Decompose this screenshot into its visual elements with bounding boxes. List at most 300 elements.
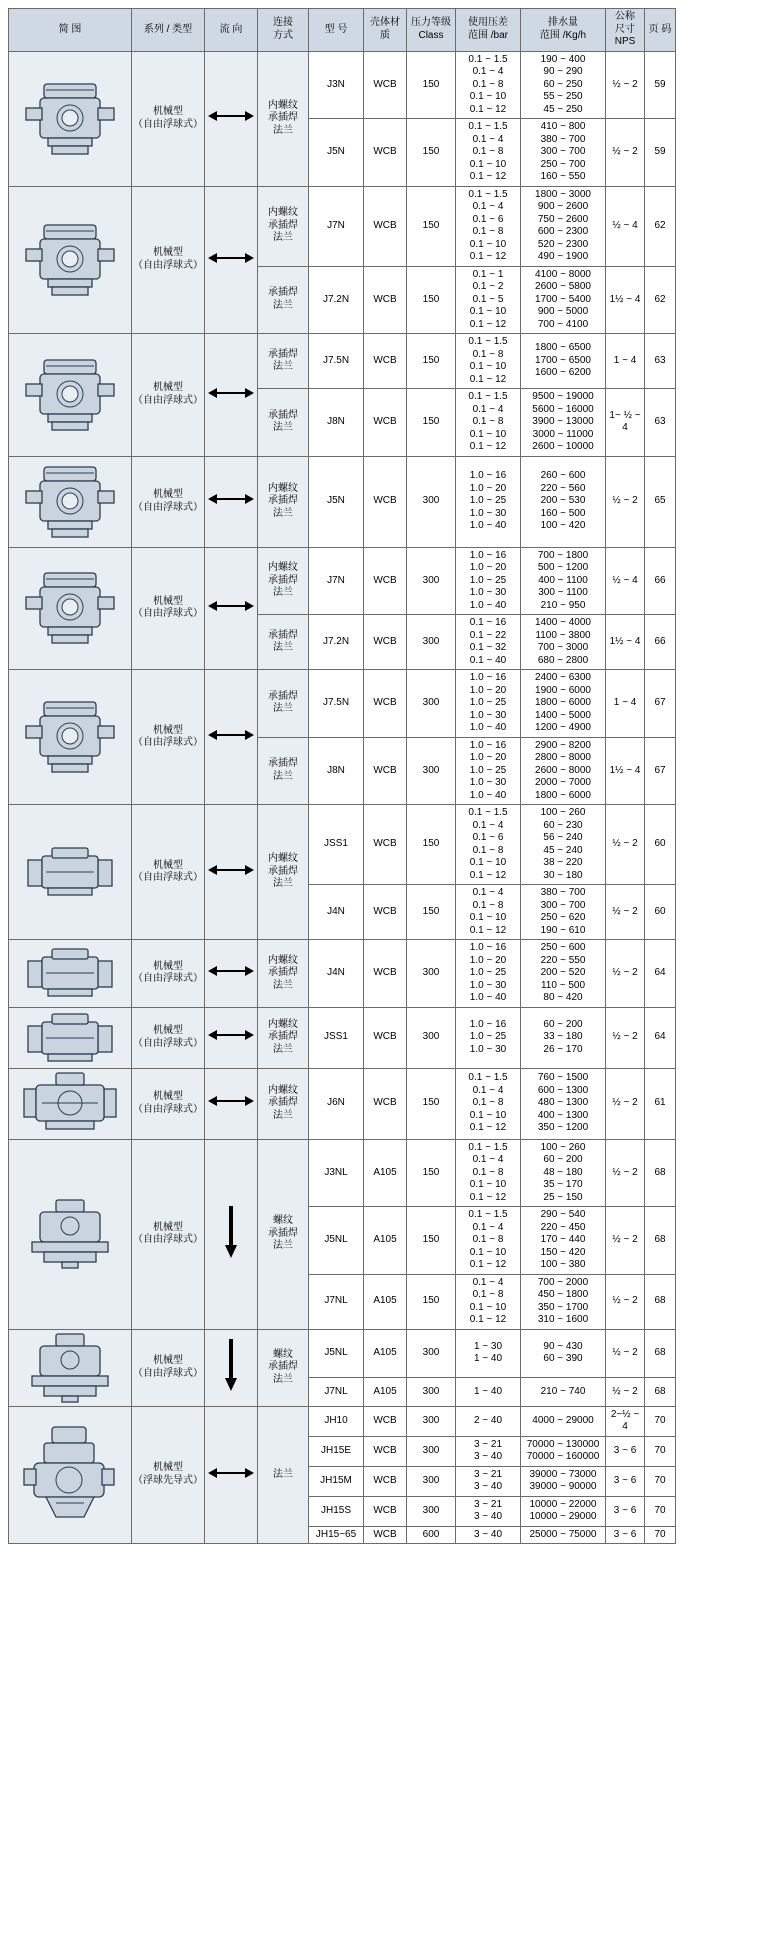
page-number-cell: 67 [645, 670, 676, 738]
connection-line: 内螺纹 [268, 1018, 298, 1030]
col-pressure [456, 9, 521, 52]
capacity-value-line: 1800 ~ 6000 [535, 697, 591, 708]
capacity-range-cell [521, 334, 606, 389]
pressure-value [457, 617, 519, 667]
capacity-value-line: 350 ~ 1700 [537, 1301, 589, 1313]
pressure-value-line: 1.0 ~ 25 [469, 764, 507, 776]
pressure-value-line: 1.0 ~ 30 [469, 507, 507, 519]
pressure-value-line: 0.1 ~ 10 [469, 1179, 507, 1190]
series-line-2: （浮球先导式） [133, 1474, 203, 1486]
capacity-value-line: 39000 ~ 90000 [529, 1481, 597, 1492]
shell-material-cell: WCB [364, 940, 407, 1008]
pressure-value-line: 0.1 ~ 4 [472, 403, 504, 415]
series-line-2: （自由浮球式） [133, 1037, 203, 1049]
pressure-value [457, 121, 519, 184]
series-line-1: 机械型 [153, 247, 183, 259]
series-line-2: （自由浮球式） [133, 118, 203, 130]
capacity-value [522, 1469, 604, 1494]
page-number-cell: 66 [645, 615, 676, 670]
capacity-range-cell [521, 940, 606, 1008]
nps-cell: ½ ~ 2 [606, 456, 645, 547]
connection-line: 内螺纹 [268, 954, 298, 966]
col-class-label-1: 压力等级 [411, 17, 451, 29]
capacity-value-line: 2600 ~ 8000 [535, 764, 591, 776]
pressure-value-line: 3 ~ 21 [473, 1438, 503, 1450]
pressure-value-line: 0.1 ~ 12 [469, 103, 507, 115]
pressure-value-line: 0.1 ~ 4 [472, 1276, 504, 1288]
col-pressure-label-1: 使用压差 [468, 17, 508, 29]
capacity-value-line: 90 ~ 290 [543, 66, 583, 77]
page-number-cell: 67 [645, 737, 676, 805]
capacity-value-line: 400 ~ 1300 [537, 1109, 589, 1121]
col-series [132, 9, 205, 52]
capacity-value-line: 2800 ~ 8000 [535, 752, 591, 763]
model-cell: J7N [309, 547, 364, 615]
shell-material-cell: WCB [364, 737, 407, 805]
page-number-cell: 68 [645, 1207, 676, 1275]
pressure-value-line: 0.1 ~ 4 [472, 887, 504, 898]
flow-direction-cell [205, 456, 258, 547]
capacity-value-line: 33 ~ 180 [543, 1031, 583, 1043]
float-trap-icon-4 [9, 456, 132, 547]
page-number-cell: 68 [645, 1274, 676, 1329]
capacity-range-cell [521, 1207, 606, 1275]
page-number-cell: 60 [645, 885, 676, 940]
series-line-2: （自由浮球式） [133, 1234, 203, 1245]
pressure-value [457, 1277, 519, 1327]
capacity-value-line: 2900 ~ 8200 [535, 739, 591, 751]
page-number-cell: 70 [645, 1496, 676, 1526]
pressure-class-cell: 150 [407, 389, 456, 457]
table-row [9, 1068, 676, 1139]
pressure-value-line: 1.0 ~ 40 [469, 599, 507, 611]
pressure-value-line: 0.1 ~ 8 [472, 416, 504, 427]
page-number-cell: 65 [645, 456, 676, 547]
capacity-range-cell [521, 266, 606, 334]
capacity-value-line: 380 ~ 700 [540, 887, 586, 898]
capacity-value-line: 60 ~ 390 [543, 1353, 583, 1365]
pressure-value-line: 1.0 ~ 40 [469, 722, 507, 733]
capacity-value-line: 45 ~ 250 [543, 103, 583, 115]
pressure-range-cell [456, 1406, 521, 1436]
connection-line: 承插焊 [268, 112, 298, 124]
capacity-value-line: 350 ~ 1200 [537, 1122, 589, 1134]
capacity-value-line: 4100 ~ 8000 [535, 268, 591, 280]
connection-type-cell [258, 940, 309, 1008]
connection-line: 法兰 [273, 979, 293, 991]
pressure-value-line: 1.0 ~ 20 [469, 954, 507, 966]
pressure-value [457, 1386, 519, 1399]
connection-line: 承插焊 [268, 758, 298, 770]
pressure-value-line: 1.0 ~ 30 [469, 777, 507, 788]
connection-type-cell [258, 547, 309, 615]
nps-cell: 1~ ½ ~ 4 [606, 389, 645, 457]
pressure-class-cell: 300 [407, 1436, 456, 1466]
page-number-cell: 61 [645, 1068, 676, 1139]
pressure-class-cell: 300 [407, 615, 456, 670]
page-number-cell: 70 [645, 1466, 676, 1496]
capacity-range-cell [521, 1007, 606, 1068]
connection-line: 法兰 [273, 1240, 293, 1252]
connection-line: 法兰 [273, 1373, 293, 1385]
series-line-1: 机械型 [153, 859, 183, 871]
capacity-value-line: 210 ~ 950 [540, 599, 586, 611]
series-line-1: 机械型 [153, 1355, 183, 1366]
pressure-value-line: 1.0 ~ 30 [469, 1043, 507, 1055]
capacity-value-line: 3900 ~ 13000 [532, 416, 594, 427]
pressure-value-line: 0.1 ~ 5 [472, 293, 504, 305]
pressure-value-line: 1 ~ 40 [473, 1385, 503, 1397]
capacity-value-line: 300 ~ 700 [540, 899, 586, 911]
capacity-value [522, 391, 604, 454]
series-line-2: （自由浮球式） [133, 737, 203, 748]
connection-line: 承插焊 [268, 1097, 298, 1109]
connection-line: 螺纹 [273, 1215, 293, 1227]
pressure-range-cell [456, 737, 521, 805]
series-line-1: 机械型 [153, 106, 183, 117]
series-line-2: （自由浮球式） [133, 394, 203, 406]
page-number-cell: 68 [645, 1378, 676, 1406]
connection-line: 法兰 [273, 124, 293, 136]
table-header [9, 9, 676, 52]
pressure-range-cell [456, 389, 521, 457]
pressure-value-line: 0.1 ~ 12 [469, 171, 507, 182]
pressure-range-cell [456, 1329, 521, 1378]
pressure-value-line: 3 ~ 40 [473, 1528, 503, 1540]
connection-line: 承插焊 [268, 219, 298, 231]
nps-cell: ½ ~ 2 [606, 1378, 645, 1406]
capacity-value-line: 100 ~ 380 [540, 1259, 586, 1270]
pressure-value-line: 0.1 ~ 12 [469, 1122, 507, 1134]
pressure-range-cell [456, 334, 521, 389]
connection-line: 内螺纹 [268, 853, 298, 865]
double-arrow-icon [208, 601, 254, 611]
pressure-value-line: 0.1 ~ 12 [469, 251, 507, 262]
col-series-label: 系列 / 类型 [143, 23, 193, 35]
capacity-range-cell [521, 615, 606, 670]
capacity-value [522, 550, 604, 613]
double-arrow-icon [208, 111, 254, 121]
capacity-value [522, 807, 604, 882]
connection-type-cell [258, 186, 309, 266]
col-shell [364, 9, 407, 52]
capacity-range-cell [521, 119, 606, 187]
pressure-value-line: 0.1 ~ 16 [469, 617, 507, 628]
shell-material-cell: WCB [364, 1068, 407, 1139]
nps-cell: ½ ~ 2 [606, 1329, 645, 1378]
capacity-value-line: 1800 ~ 6500 [535, 342, 591, 354]
pressure-value-line: 0.1 ~ 8 [472, 844, 504, 856]
table-row [9, 1007, 676, 1068]
connection-type-cell [258, 456, 309, 547]
pressure-value-line: 0.1 ~ 1.5 [468, 188, 508, 200]
capacity-value-line: 500 ~ 1200 [537, 562, 589, 573]
pressure-value-line: 0.1 ~ 6 [472, 832, 504, 843]
pressure-value-line: 0.1 ~ 10 [469, 428, 507, 440]
pressure-value-line: 1.0 ~ 16 [469, 549, 507, 561]
pressure-class-cell: 150 [407, 805, 456, 885]
capacity-value-line: 520 ~ 2300 [537, 238, 589, 250]
pressure-value-line: 0.1 ~ 4 [472, 133, 504, 145]
model-cell: J8N [309, 389, 364, 457]
nps-cell: 1 ~ 4 [606, 670, 645, 738]
nps-cell: 2~½ ~ 4 [606, 1406, 645, 1436]
pressure-range-cell [456, 805, 521, 885]
pressure-value-line: 0.1 ~ 8 [472, 1166, 504, 1178]
table-row [9, 456, 676, 547]
connection-type-cell [258, 670, 309, 738]
pressure-value-line: 0.1 ~ 12 [469, 1191, 507, 1203]
connection-line: 法兰 [273, 642, 293, 653]
connection-type-cell [258, 1329, 309, 1406]
shell-material-cell: WCB [364, 1496, 407, 1526]
connection-line: 内螺纹 [268, 99, 298, 111]
flow-direction-cell [205, 670, 258, 805]
pressure-value-line: 1.0 ~ 40 [469, 992, 507, 1003]
capacity-value-line: 160 ~ 500 [540, 507, 586, 519]
model-cell: J3N [309, 51, 364, 119]
capacity-value-line: 750 ~ 2600 [537, 213, 589, 225]
model-cell: J3NL [309, 1139, 364, 1207]
capacity-range-cell [521, 1526, 606, 1544]
pressure-value-line: 0.1 ~ 22 [469, 629, 507, 641]
float-trap-icon-1 [9, 51, 132, 186]
shell-material-cell: WCB [364, 1007, 407, 1068]
model-cell: JH15E [309, 1436, 364, 1466]
pressure-class-cell: 300 [407, 1466, 456, 1496]
capacity-value-line: 38 ~ 220 [543, 857, 583, 868]
capacity-range-cell [521, 456, 606, 547]
capacity-value-line: 100 ~ 260 [540, 1141, 586, 1153]
series-type-cell [132, 1406, 205, 1544]
capacity-value-line: 250 ~ 700 [540, 158, 586, 170]
table-row [9, 670, 676, 738]
pressure-value-line: 0.1 ~ 8 [472, 348, 504, 360]
pressure-value-line: 0.1 ~ 10 [469, 238, 507, 250]
page-number-cell: 59 [645, 51, 676, 119]
pressure-value-line: 0.1 ~ 4 [472, 201, 504, 212]
col-shell-label-2: 质 [380, 29, 390, 41]
pressure-range-cell [456, 1436, 521, 1466]
shell-material-cell: A105 [364, 1378, 407, 1406]
capacity-value-line: 5600 ~ 16000 [532, 403, 594, 415]
nps-cell: ½ ~ 2 [606, 1274, 645, 1329]
pressure-range-cell [456, 186, 521, 266]
capacity-value-line: 250 ~ 600 [540, 942, 586, 953]
col-flow [205, 9, 258, 52]
pressure-value-line: 0.1 ~ 8 [472, 1097, 504, 1109]
connection-line: 承插焊 [268, 287, 298, 299]
model-cell: J5N [309, 456, 364, 547]
connection-line: 承插焊 [268, 865, 298, 877]
series-line-1: 机械型 [153, 1025, 183, 1036]
pressure-value-line: 1.0 ~ 16 [469, 942, 507, 953]
pressure-value [457, 740, 519, 803]
double-arrow-icon [208, 865, 254, 875]
capacity-value-line: 480 ~ 1300 [537, 1097, 589, 1109]
connection-line: 法兰 [273, 422, 293, 434]
pressure-value-line: 1.0 ~ 20 [469, 684, 507, 696]
capacity-value-line: 1200 ~ 4900 [535, 722, 591, 733]
col-diagram [9, 9, 132, 52]
shell-material-cell: WCB [364, 805, 407, 885]
shell-material-cell: WCB [364, 389, 407, 457]
pressure-class-cell: 150 [407, 51, 456, 119]
series-line-2: （自由浮球式） [133, 259, 203, 271]
capacity-value [522, 1499, 604, 1524]
nps-cell: 1½ ~ 4 [606, 615, 645, 670]
flow-direction-cell [205, 186, 258, 334]
pressure-range-cell [456, 615, 521, 670]
series-type-cell [132, 670, 205, 805]
capacity-value-line: 4000 ~ 29000 [532, 1414, 594, 1426]
connection-type-cell [258, 334, 309, 389]
capacity-value [522, 54, 604, 117]
pressure-range-cell [456, 1139, 521, 1207]
pressure-value-line: 0.1 ~ 8 [472, 226, 504, 237]
capacity-value-line: 100 ~ 420 [540, 520, 586, 532]
connection-line: 法兰 [273, 1109, 293, 1121]
capacity-value-line: 55 ~ 250 [543, 91, 583, 102]
capacity-value [522, 942, 604, 1005]
capacity-value-line: 310 ~ 1600 [537, 1314, 589, 1325]
capacity-value-line: 35 ~ 170 [543, 1179, 583, 1190]
col-page [645, 9, 676, 52]
capacity-value-line: 680 ~ 2800 [537, 654, 589, 666]
series-line-2: （自由浮球式） [133, 872, 203, 883]
flow-direction-cell [205, 940, 258, 1008]
pressure-range-cell [456, 1274, 521, 1329]
pressure-range-cell [456, 456, 521, 547]
page-number-cell: 66 [645, 547, 676, 615]
series-type-cell [132, 1329, 205, 1406]
nps-cell: 1½ ~ 4 [606, 266, 645, 334]
capacity-value-line: 30 ~ 180 [543, 869, 583, 881]
shell-material-cell: WCB [364, 334, 407, 389]
connection-line: 承插焊 [268, 409, 298, 421]
model-cell: J7NL [309, 1274, 364, 1329]
pressure-value-line: 1.0 ~ 25 [469, 1031, 507, 1043]
pressure-class-cell: 150 [407, 1274, 456, 1329]
pressure-range-cell [456, 547, 521, 615]
pressure-value-line: 0.1 ~ 1.5 [468, 1209, 508, 1220]
pressure-range-cell [456, 266, 521, 334]
pressure-value-line: 1.0 ~ 25 [469, 967, 507, 978]
model-cell: J7.2N [309, 615, 364, 670]
pressure-value-line: 0.1 ~ 10 [469, 857, 507, 868]
col-diagram-label: 简 图 [58, 23, 82, 35]
col-flow-label: 流 向 [219, 23, 243, 35]
pressure-value-line: 0.1 ~ 10 [469, 91, 507, 102]
capacity-value-line: 250 ~ 620 [540, 912, 586, 923]
model-cell: JH15~65 [309, 1526, 364, 1544]
capacity-value-line: 160 ~ 550 [540, 171, 586, 182]
pressure-class-cell: 150 [407, 1068, 456, 1139]
series-type-cell [132, 456, 205, 547]
connection-line: 法兰 [273, 703, 293, 715]
pressure-value [457, 54, 519, 117]
connection-type-cell [258, 615, 309, 670]
pressure-value-line: 0.1 ~ 10 [469, 1246, 507, 1258]
capacity-value [522, 1386, 604, 1399]
pressure-range-cell [456, 1207, 521, 1275]
series-line-2: （自由浮球式） [133, 608, 203, 620]
pressure-value [457, 1439, 519, 1464]
pressure-value-line: 0.1 ~ 10 [469, 1301, 507, 1313]
pressure-value-line: 3 ~ 40 [473, 1511, 503, 1522]
series-line-2: （自由浮球式） [133, 1103, 203, 1115]
col-nps [606, 9, 645, 52]
double-arrow-icon [208, 730, 254, 740]
page-number-cell: 70 [645, 1406, 676, 1436]
nps-cell: ½ ~ 2 [606, 1139, 645, 1207]
capacity-value-line: 300 ~ 1100 [538, 587, 588, 598]
capacity-value-line: 3000 ~ 11000 [532, 428, 594, 440]
pressure-class-cell: 150 [407, 1139, 456, 1207]
nps-cell: ½ ~ 2 [606, 885, 645, 940]
flow-direction-cell [205, 805, 258, 940]
pressure-value-line: 1.0 ~ 20 [469, 752, 507, 763]
capacity-value-line: 1800 ~ 6000 [535, 789, 591, 801]
capacity-value [522, 1209, 604, 1272]
capacity-value-line: 400 ~ 1100 [538, 574, 588, 586]
connection-line: 法兰 [273, 587, 293, 598]
pressure-value-line: 0.1 ~ 1.5 [468, 1141, 508, 1153]
connection-type-cell [258, 805, 309, 940]
pressure-class-cell: 300 [407, 1406, 456, 1436]
capacity-range-cell [521, 1139, 606, 1207]
series-type-cell [132, 805, 205, 940]
model-cell: JSS1 [309, 805, 364, 885]
capacity-value-line: 25000 ~ 75000 [529, 1528, 597, 1540]
capacity-value-line: 200 ~ 530 [540, 495, 586, 507]
pressure-range-cell [456, 1378, 521, 1406]
nps-cell: 3 ~ 6 [606, 1466, 645, 1496]
pressure-value-line: 3 ~ 40 [473, 1451, 503, 1462]
capacity-value-line: 48 ~ 180 [543, 1166, 583, 1178]
connection-line: 法兰 [273, 1468, 293, 1480]
capacity-value-line: 110 ~ 500 [540, 979, 586, 991]
double-arrow-icon [208, 1468, 254, 1478]
capacity-value [522, 672, 604, 735]
pressure-value-line: 3 ~ 21 [473, 1468, 503, 1480]
pressure-range-cell [456, 1007, 521, 1068]
capacity-value-line: 220 ~ 450 [540, 1221, 586, 1233]
pressure-value [457, 1469, 519, 1494]
table-row [9, 186, 676, 266]
page-number-cell: 70 [645, 1436, 676, 1466]
pressure-range-cell [456, 51, 521, 119]
pressure-value [457, 1341, 519, 1366]
pressure-value-line: 0.1 ~ 4 [472, 1154, 504, 1165]
nps-cell: 3 ~ 6 [606, 1496, 645, 1526]
connection-type-cell [258, 266, 309, 334]
model-cell: J7.5N [309, 670, 364, 738]
pressure-value-line: 1 ~ 40 [473, 1353, 503, 1365]
capacity-range-cell [521, 1466, 606, 1496]
pressure-value-line: 1.0 ~ 40 [469, 789, 507, 801]
shell-material-cell: A105 [364, 1274, 407, 1329]
capacity-value-line: 700 ~ 2000 [537, 1276, 589, 1288]
capacity-value-line: 10000 ~ 29000 [529, 1511, 597, 1522]
pressure-value [457, 942, 519, 1005]
capacity-range-cell [521, 805, 606, 885]
col-capacity [521, 9, 606, 52]
pressure-class-cell: 150 [407, 266, 456, 334]
connection-type-cell [258, 389, 309, 457]
float-trap-icon-3 [9, 334, 132, 457]
connection-line: 承插焊 [268, 1227, 298, 1239]
